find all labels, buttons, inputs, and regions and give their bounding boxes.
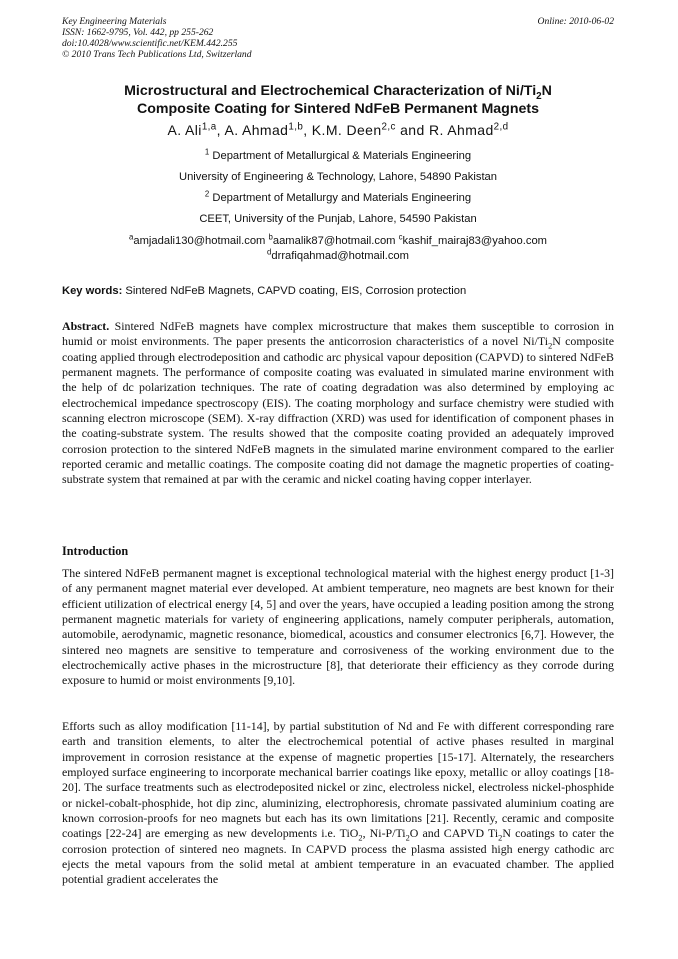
author-emails: $^a$amjadali130@hotmail.com $^b$aamalik87@hotmail.com $^c$kashif_mairaj83@yahoo.com $^d$drrafiqahmad@hotmail.com xyxy=(129,232,547,262)
intro-paragraph-1: The sintered NdFeB permanent magnet is exceptional technological material with the highest energy product [1-3] of any permanent magnet material ever developed. At ambient temperature, neo magnets are best known for their efficient utilization of electrical energy [4, 5] and over the years, have occupied a leading position among the strong permanent magnetic materials for variety of engineering applications, namely computer peripherals, automation, automobile, aerodynamic, magnetic resonance, biomedical, acoustics and consumer electronics [6,7]. However, the sintered neo magnets are sensitive to temperature and corrosiveness of the working environment due to the electrochemically active phases in the microstructure [8], that deteriorate their efficiency as they corrode during exposure to humid or moist environments [9,10]. xyxy=(62,566,614,688)
journal-header xyxy=(62,16,252,60)
title-line-2: Composite Coating for Sintered NdFeB Permanent Magnets xyxy=(136,101,540,117)
journal-name: Key Engineering Materials xyxy=(62,16,167,27)
keywords xyxy=(62,285,614,297)
issn-line: ISSN: 1662-9795, Vol. 442, pp 255-262 xyxy=(62,27,214,38)
author-name: A. Ahmad xyxy=(224,122,289,138)
email-link[interactable]: aamalik87@hotmail.com xyxy=(272,235,396,247)
keywords-label: Key words: xyxy=(62,285,123,297)
online-date: Online: 2010-06-02 xyxy=(537,16,614,27)
author-affiliation-mark: 1,a xyxy=(201,121,217,133)
doi-line: doi:10.4028/www.scientific.net/KEM.442.255 xyxy=(62,38,238,49)
affiliation-1-dept: $^1$ Department of Metallurgical & Materials Engineering xyxy=(204,147,472,162)
abstract-label: Abstract. xyxy=(62,319,110,333)
intro-paragraph-2: Efforts such as alloy modification [11-14], by partial substitution of Nd and Fe with different corresponding rare earth and transition elements, to alter the electrochemical potential of active phases resulted in marginal improvement in corrosion resistance at the expense of magnetic properties [15-17]. Alternately, the researchers employed surface engineering to incorporate mechanical barrier coatings like epoxy, metallic or alloy coatings [18-20]. The surface treatments such as electrodeposited nickel or zinc, electroless nickel, electroless nickel-phosphide or nickel-cobalt-phosphide, hot dip zinc, aluminizing, electrophoresis, chromate passivated aluminium coating are known corrosion-proofs for neo magnets but each has its own limitations [21]. Recently, ceramic and composite coatings [22-24] are emerging as new developments i.e. TiO$_2$, $Ni-P/Ti_2O$ and CAPVD $Ti_2N$ coatings to cater the corrosion protection of sintered neo magnets. In CAPVD process the plasma assisted high energy cathodic arc ejects the metal vapours from the solid metal at ambient temperature in an evacuated chamber. The applied potential gradient accelerates the xyxy=(62,719,614,887)
copyright-line: © 2010 Trans Tech Publications Ltd, Switzerland xyxy=(62,49,252,60)
abstract: Abstract. Sintered NdFeB magnets have complex microstructure that makes them susceptible to corrosion in humid or moist environments. The paper presents the anticorrosion characteristics of a novel $Ni/Ti_2N$ composite coating applied through electrodeposition and cathodic arc physical vapour deposition (CAPVD) to sintered NdFeB permanent magnets. The performance of composite coating was evaluated in simulated marine environment with the help of dc polarization techniques. The rate of coating degradation was also determined by employing ac electrochemical impedance spectroscopy (EIS). The coating morphology and surface chemistry were studied with scanning electron microscope (SEM). X-ray diffraction (XRD) was used for identification of component phases in the coating-substrate system. The results showed that the composite coating provided an adequately improved corrosion protection to the sintered NdFeB magnets in the simulated marine environment compared to the earlier reported ceramic and metallic coatings. The composite coating did not damage the magnetic properties of coating-substrate system that remained at par with the ceramic and nickel coating having copper interlayer. xyxy=(62,319,615,487)
author-name: R. Ahmad xyxy=(428,122,494,138)
author-affiliation-mark: 2,c xyxy=(381,121,396,133)
section-heading-introduction: Introduction xyxy=(62,544,129,558)
affiliation-1-univ: University of Engineering & Technology, Lahore, 54890 Pakistan xyxy=(178,171,497,183)
author-name: A. Ali xyxy=(167,122,202,138)
author-list: A. Ali$^{1,a}$, A. Ahmad$^{1,b}$, K.M. Deen$^{2,c}$ and R. Ahmad$^{2,d}$ xyxy=(167,121,509,138)
title-line-1: Microstructural and Electrochemical Characterization of $Ni/Ti_2N$ xyxy=(124,83,552,102)
affiliation-2-dept: $^2$ Department of Metallurgy and Materials Engineering xyxy=(204,189,472,204)
paper-title xyxy=(62,82,614,118)
affiliation-2-univ: CEET, University of the Punjab, Lahore, 54590 Pakistan xyxy=(199,213,477,225)
email-link[interactable]: drrafiqahmad@hotmail.com xyxy=(271,250,409,262)
email-link[interactable]: amjadali130@hotmail.com xyxy=(133,235,266,247)
email-link[interactable]: kashif_mairaj83@yahoo.com xyxy=(402,235,547,247)
author-affiliation-mark: 2,d xyxy=(493,121,509,133)
author-name: K.M. Deen xyxy=(311,122,382,138)
author-affiliation-mark: 1,b xyxy=(288,121,304,133)
keywords-text: Sintered NdFeB Magnets, CAPVD coating, EIS, Corrosion protection xyxy=(122,285,467,297)
